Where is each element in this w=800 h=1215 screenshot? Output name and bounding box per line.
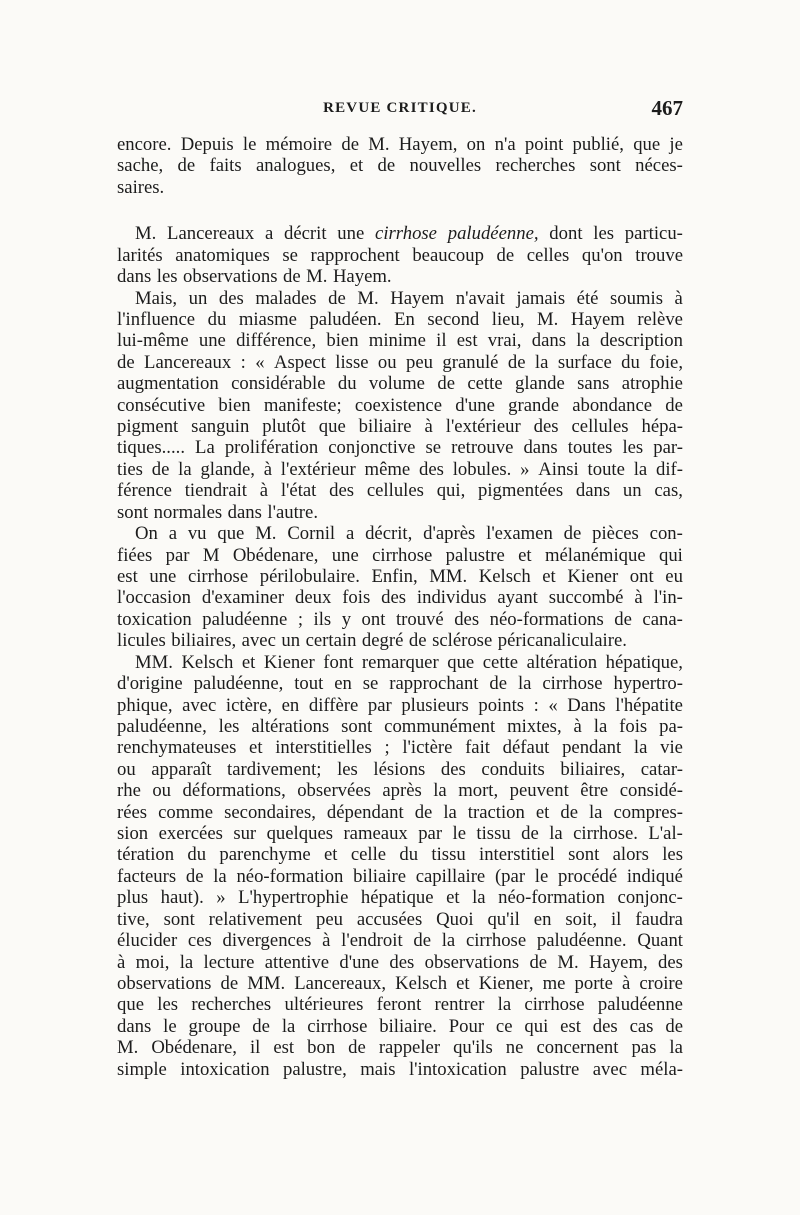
text-line: dans les observations de M. Hayem. [117,266,392,288]
page-number: 467 [651,96,683,120]
text-line: rées comme secondaires, dépendant de la traction et de la compres- [117,801,683,823]
text-line: saires. [117,176,165,198]
text-line: toxication paludéenne ; ils y ont trouvé des néo-formations de cana- [117,608,683,630]
page-header [117,96,683,124]
text-line: sont normales dans l'autre. [117,501,319,523]
text-line: plus haut). » L'hypertrophie hépatique et la néo-formation conjonc- [117,887,683,909]
text-line: à moi, la lecture attentive d'une des observations de M. Hayem, des [117,951,683,973]
text-line: d'origine paludéenne, tout en se rapprochant de la cirrhose hypertro- [117,673,683,695]
text-line: est une cirrhose périlobulaire. Enfin, MM. Kelsch et Kiener ont eu [117,565,683,587]
text-line: licules biliaires, avec un certain degré de sclérose péricanaliculaire. [117,630,627,652]
text-line: observations de MM. Lancereaux, Kelsch et Kiener, me porte à croire [117,972,683,994]
text-line: rhe ou déformations, observées après la mort, peuvent être considé- [117,780,683,802]
text-line: que les recherches ultérieures feront rentrer la cirrhose paludéenne [117,994,683,1016]
text-line: férence tiendrait à l'état des cellules qui, pigmentées dans un cas, [117,480,683,502]
text-line: ties de la glande, à l'extérieur même des lobules. » Ainsi toute la dif- [117,458,683,480]
text-line: tération du parenchyme et celle du tissu interstitiel sont alors les [117,844,683,866]
text-line: On a vu que M. Cornil a décrit, d'après l'examen de pièces con- [135,523,683,545]
text-line: dans le groupe de la cirrhose biliaire. Pour ce qui est des cas de [117,1015,683,1037]
text-line: simple intoxication palustre, mais l'intoxication palustre avec méla- [117,1058,683,1080]
text-line: élucider ces divergences à l'endroit de la cirrhose paludéenne. Quant [117,930,683,952]
text-line: l'occasion d'examiner deux fois des individus ayant succombé à l'in- [117,587,683,609]
running-title: REVUE CRITIQUE. [323,100,477,116]
text-line: de Lancereaux : « Aspect lisse ou peu granulé de la surface du foie, [117,351,683,373]
text-line: lui-même une différence, bien minime il est vrai, dans la description [117,330,683,352]
text-line: Mais, un des malades de M. Hayem n'avait jamais été soumis à [135,287,683,309]
text-line: tive, sont relativement peu accusées Quoi qu'il en soit, il faudra [117,908,683,930]
text-line: facteurs de la néo-formation biliaire capillaire (par le procédé indiqué [117,865,683,887]
text-line: M. Lancereaux a décrit une cirrhose paludéenne, dont les particu- [135,223,683,245]
text-line: paludéenne, les altérations sont communément mixtes, à la fois pa- [117,715,683,737]
text-line: M. Obédenare, il est bon de rappeler qu'ils ne concernent pas la [117,1037,683,1059]
text-line: sion exercées sur quelques rameaux par le tissu de la cirrhose. L'al- [117,823,683,845]
text-line: consécutive bien manifeste; coexistence d'une grande abondance de [117,394,683,416]
text-line: renchymateuses et interstitielles ; l'ictère fait défaut pendant la vie [117,737,683,759]
text-line: l'influence du miasme paludéen. En second lieu, M. Hayem relève [117,308,683,330]
text-line: MM. Kelsch et Kiener font remarquer que cette altération hépatique, [135,651,683,673]
text-line: larités anatomiques se rapprochent beaucoup de celles qu'on trouve [117,244,683,266]
text-line: sache, de faits analogues, et de nouvelles recherches sont néces- [117,155,683,177]
text-line: encore. Depuis le mémoire de M. Hayem, on n'a point publié, que je [117,134,683,155]
text-line: fiées par M Obédenare, une cirrhose palustre et mélanémique qui [117,544,683,566]
text-line: pigment sanguin plutôt que biliaire à l'extérieur des cellules hépa- [117,416,683,438]
text-line: augmentation considérable du volume de cette glande sans atrophie [117,373,683,395]
text-line: phique, avec ictère, en diffère par plusieurs points : « Dans l'hépatite [117,694,683,716]
text-line: tiques..... La prolifération conjonctive se retrouve dans toutes les par- [117,437,683,459]
text-line: ou apparaît tardivement; les lésions des conduits biliaires, catar- [117,758,683,780]
